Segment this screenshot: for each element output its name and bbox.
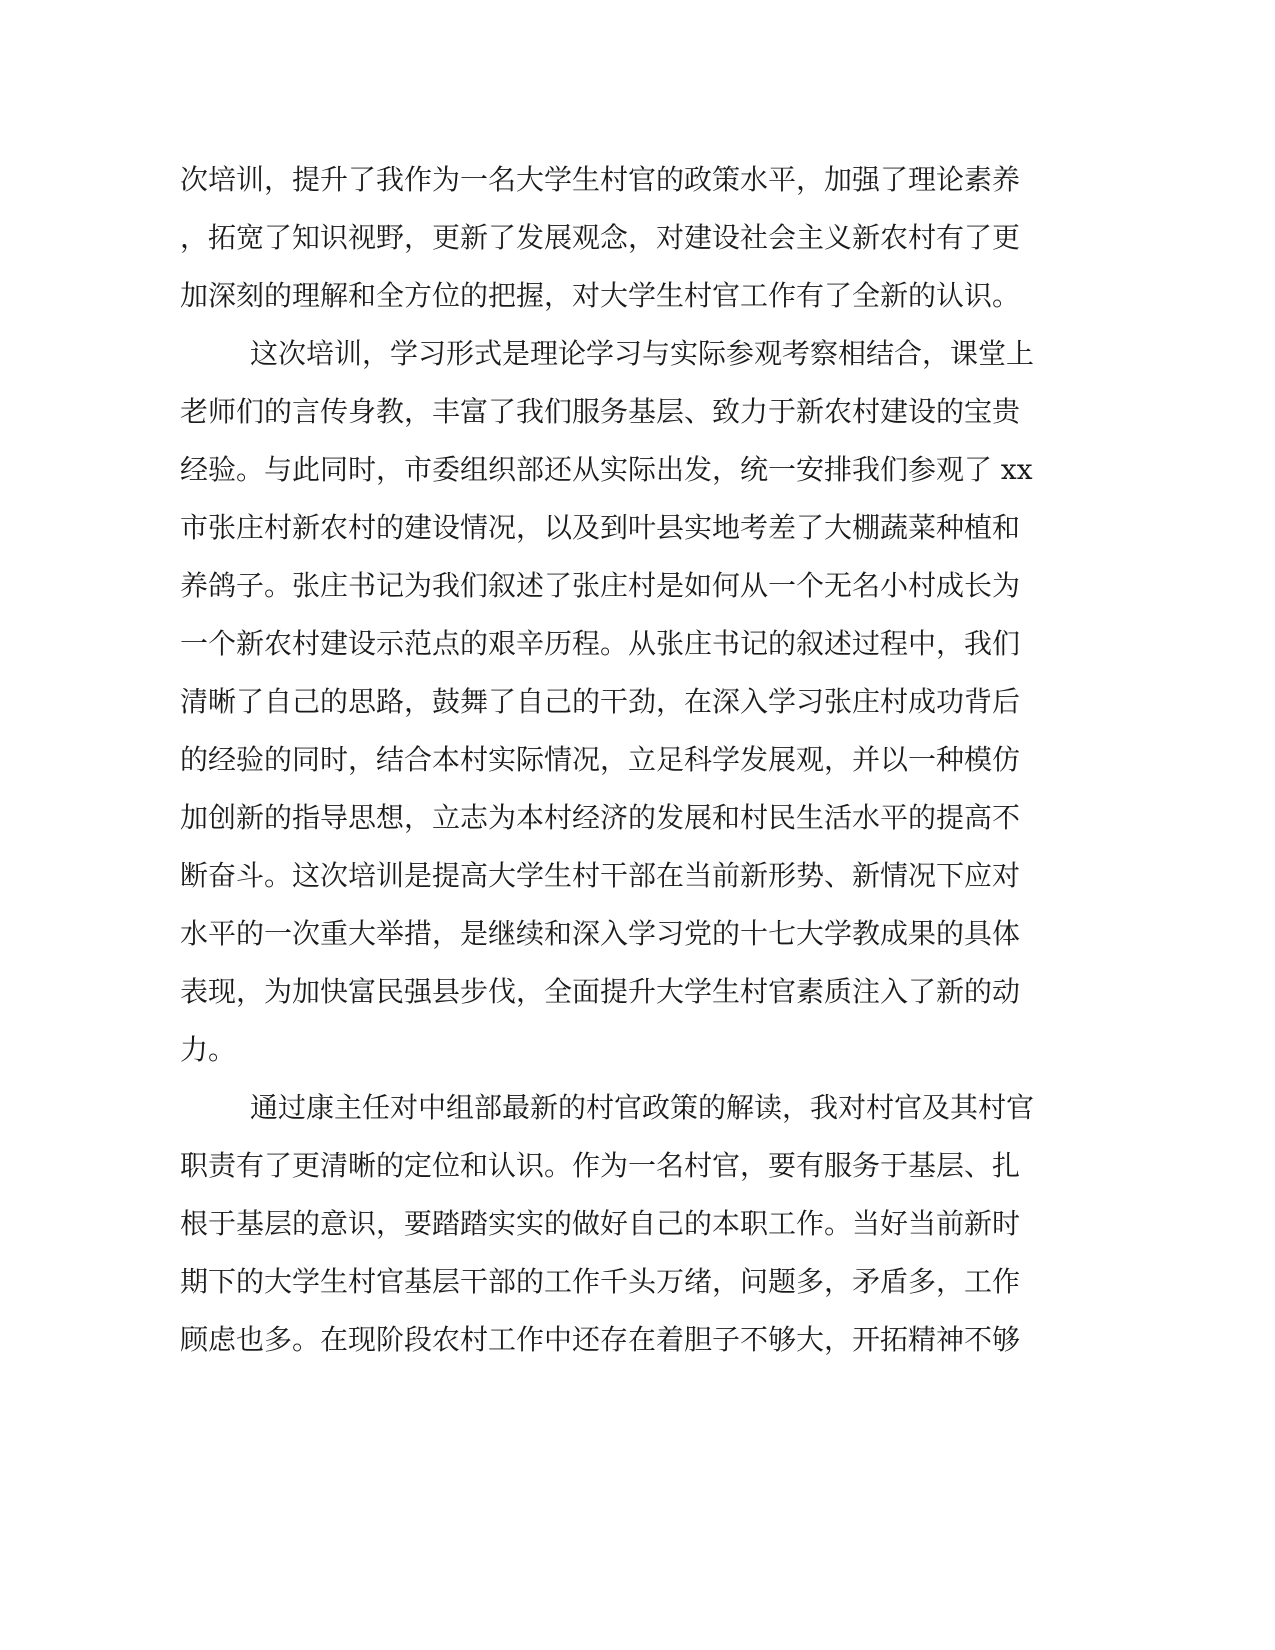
text-line: ，拓宽了知识视野，更新了发展观念，对建设社会主义新农村有了更 [180,221,1021,254]
paragraph-first-line: 这次培训，学习形式是理论学习与实际参观考察相结合，课堂上 [250,337,1035,370]
text-line: 老师们的言传身教，丰富了我们服务基层、致力于新农村建设的宝贵 [180,395,1021,428]
text-line: 表现，为加快富民强县步伐，全面提升大学生村官素质注入了新的动 [180,975,1021,1008]
text-line: 加深刻的理解和全方位的把握，对大学生村官工作有了全新的认识。 [180,279,1021,312]
text-line: 经验。与此同时，市委组织部还从实际出发，统一安排我们参观了 xx [180,453,1033,486]
text-line: 水平的一次重大举措，是继续和深入学习党的十七大学教成果的具体 [180,917,1021,950]
text-line: 加创新的指导思想，立志为本村经济的发展和村民生活水平的提高不 [180,801,1021,834]
text-line: 养鸽子。张庄书记为我们叙述了张庄村是如何从一个无名小村成长为 [180,569,1021,602]
text-line: 市张庄村新农村的建设情况，以及到叶县实地考差了大棚蔬菜种植和 [180,511,1021,544]
text-line: 期下的大学生村官基层干部的工作千头万绪，问题多，矛盾多，工作 [180,1265,1021,1298]
text-line: 的经验的同时，结合本村实际情况，立足科学发展观，并以一种模仿 [180,743,1021,776]
text-line: 清晰了自己的思路，鼓舞了自己的干劲，在深入学习张庄村成功背后 [180,685,1021,718]
text-line: 职责有了更清晰的定位和认识。作为一名村官，要有服务于基层、扎 [180,1149,1021,1182]
text-line: 一个新农村建设示范点的艰辛历程。从张庄书记的叙述过程中，我们 [180,627,1021,660]
text-line: 顾虑也多。在现阶段农村工作中还存在着胆子不够大，开拓精神不够 [180,1323,1021,1356]
text-line: 断奋斗。这次培训是提高大学生村干部在当前新形势、新情况下应对 [180,859,1021,892]
paragraph-first-line: 通过康主任对中组部最新的村官政策的解读，我对村官及其村官 [250,1091,1035,1124]
text-line: 根于基层的意识，要踏踏实实的做好自己的本职工作。当好当前新时 [180,1207,1021,1240]
text-line: 次培训，提升了我作为一名大学生村官的政策水平，加强了理论素养 [180,163,1021,196]
text-line: 力。 [180,1033,237,1066]
